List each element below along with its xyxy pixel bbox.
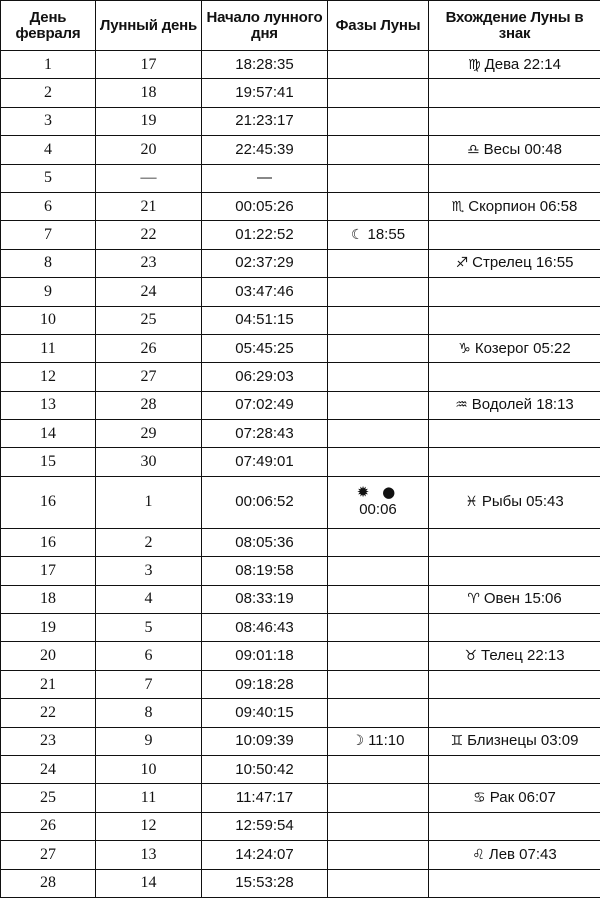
lunar-day-cell: 11 [96, 784, 202, 812]
start-time-cell: 05:45:25 [202, 334, 328, 362]
lunar-day-cell: 28 [96, 391, 202, 419]
day-cell: 5 [1, 164, 96, 192]
lunar-day-cell: 10 [96, 755, 202, 783]
table-row [1, 249, 600, 277]
start-time-cell: 07:49:01 [202, 448, 328, 476]
table-row [1, 79, 600, 107]
sign-entry: Стрелец 16:55 [472, 254, 574, 272]
phase-cell [328, 420, 429, 448]
day-cell: 28 [1, 869, 96, 897]
table-row [1, 727, 600, 755]
aquarius-icon: ♒ [455, 397, 468, 414]
lunar-day-cell: 21 [96, 192, 202, 220]
day-cell: 26 [1, 812, 96, 840]
table-row [1, 448, 600, 476]
day-cell: 12 [1, 363, 96, 391]
sign-entry: Рак 06:07 [489, 789, 556, 807]
table-row [1, 841, 600, 869]
start-time-cell: 21:23:17 [202, 107, 328, 135]
cancer-icon: ♋ [473, 790, 486, 807]
sign-entry: Скорпион 06:58 [468, 197, 578, 215]
start-time-cell: 07:28:43 [202, 420, 328, 448]
capricorn-icon: ♑ [458, 340, 471, 357]
sign-cell [429, 557, 600, 585]
phase-cell [328, 841, 429, 869]
table-row [1, 699, 600, 727]
virgo-icon: ♍ [468, 56, 481, 73]
sign-cell [429, 448, 600, 476]
sign-cell [429, 107, 600, 135]
sign-entry: Водолей 18:13 [471, 396, 574, 414]
phase-cell [328, 306, 429, 334]
phase-time: 11:10 [368, 732, 405, 750]
start-time-cell: 18:28:35 [202, 51, 328, 79]
lunar-day-cell: 26 [96, 334, 202, 362]
phase-cell [328, 557, 429, 585]
lunar-day-cell: 19 [96, 107, 202, 135]
day-cell: 13 [1, 391, 96, 419]
table-row [1, 869, 600, 897]
day-cell: 27 [1, 841, 96, 869]
sign-cell [429, 476, 600, 528]
table-row [1, 221, 600, 249]
table-row [1, 557, 600, 585]
sign-cell [429, 841, 600, 869]
sign-cell [429, 221, 600, 249]
start-time-cell: 06:29:03 [202, 363, 328, 391]
phase-cell [328, 812, 429, 840]
lunar-day-cell: 6 [96, 642, 202, 670]
day-cell: 22 [1, 699, 96, 727]
phase-cell [328, 107, 429, 135]
sign-cell [429, 391, 600, 419]
start-time-cell: 10:09:39 [202, 727, 328, 755]
table-row [1, 164, 600, 192]
phase-cell [328, 585, 429, 613]
table-row [1, 363, 600, 391]
sign-cell [429, 812, 600, 840]
day-cell: 16 [1, 476, 96, 528]
day-cell: 6 [1, 192, 96, 220]
sign-entry: Телец 22:13 [481, 647, 565, 665]
table-row [1, 334, 600, 362]
phase-time: 18:55 [367, 226, 406, 244]
start-time-cell: 00:06:52 [202, 476, 328, 528]
sign-cell [429, 51, 600, 79]
table-row [1, 784, 600, 812]
lunar-day-cell: 7 [96, 670, 202, 698]
day-cell: 17 [1, 557, 96, 585]
sign-cell [429, 306, 600, 334]
table-row [1, 192, 600, 220]
day-cell: 9 [1, 278, 96, 306]
header-start: Начало лунного дня [202, 1, 328, 51]
table-row [1, 51, 600, 79]
sign-cell [429, 363, 600, 391]
table-row [1, 306, 600, 334]
lunar-day-cell: 27 [96, 363, 202, 391]
start-time-cell: 11:47:17 [202, 784, 328, 812]
lunar-day-cell: 9 [96, 727, 202, 755]
table-row [1, 136, 600, 164]
lunar-day-cell: 25 [96, 306, 202, 334]
lunar-day-cell: 30 [96, 448, 202, 476]
phase-cell [328, 755, 429, 783]
day-cell: 19 [1, 614, 96, 642]
lunar-day-cell: — [96, 164, 202, 192]
lunar-day-cell: 1 [96, 476, 202, 528]
lunar-day-cell: 14 [96, 869, 202, 897]
lunar-day-cell: 29 [96, 420, 202, 448]
lunar-day-cell: 17 [96, 51, 202, 79]
sign-cell [429, 755, 600, 783]
table-row [1, 755, 600, 783]
day-cell: 24 [1, 755, 96, 783]
phase-cell [328, 699, 429, 727]
phase-cell [328, 363, 429, 391]
sign-entry: Весы 00:48 [483, 140, 562, 158]
table-row [1, 107, 600, 135]
sign-cell [429, 727, 600, 755]
start-time-cell: 15:53:28 [202, 869, 328, 897]
start-time-cell: 03:47:46 [202, 278, 328, 306]
sign-cell [429, 585, 600, 613]
sign-cell [429, 192, 600, 220]
phase-cell [328, 136, 429, 164]
header-lunar-day: Лунный день [96, 1, 202, 51]
lunar-day-cell: 4 [96, 585, 202, 613]
phase-cell [328, 249, 429, 277]
start-time-cell: 14:24:07 [202, 841, 328, 869]
lunar-day-cell: 12 [96, 812, 202, 840]
phase-time: 00:06 [359, 500, 397, 518]
start-time-cell: 22:45:39 [202, 136, 328, 164]
sign-cell [429, 784, 600, 812]
phase-cell [328, 476, 429, 528]
table-row [1, 420, 600, 448]
sign-entry: Рыбы 05:43 [481, 493, 564, 511]
start-time-cell: 07:02:49 [202, 391, 328, 419]
phase-cell [328, 614, 429, 642]
phase-cell [328, 164, 429, 192]
sign-cell [429, 249, 600, 277]
sign-cell [429, 164, 600, 192]
table-row [1, 670, 600, 698]
header-day: День февраля [1, 1, 96, 51]
lunar-day-cell: 24 [96, 278, 202, 306]
start-time-cell: 09:40:15 [202, 699, 328, 727]
phase-cell [328, 448, 429, 476]
sign-cell [429, 670, 600, 698]
start-time-cell: 09:01:18 [202, 642, 328, 670]
start-time-cell: 00:05:26 [202, 192, 328, 220]
day-cell: 21 [1, 670, 96, 698]
table-header [1, 1, 600, 51]
day-cell: 3 [1, 107, 96, 135]
phase-cell [328, 278, 429, 306]
first-quarter-moon-icon: ☽ [351, 733, 365, 750]
phase-cell [328, 727, 429, 755]
sign-cell [429, 136, 600, 164]
phase-cell [328, 51, 429, 79]
start-time-cell: 02:37:29 [202, 249, 328, 277]
start-time-cell: 10:50:42 [202, 755, 328, 783]
lunar-day-cell: 22 [96, 221, 202, 249]
phase-cell [328, 391, 429, 419]
sign-cell [429, 699, 600, 727]
sign-cell [429, 79, 600, 107]
day-cell: 25 [1, 784, 96, 812]
sign-cell [429, 642, 600, 670]
day-cell: 11 [1, 334, 96, 362]
start-time-cell: 12:59:54 [202, 812, 328, 840]
table-row [1, 614, 600, 642]
table-row [1, 391, 600, 419]
sagittarius-icon: ♐ [455, 255, 469, 272]
scorpio-icon: ♏ [451, 198, 465, 215]
leo-icon: ♌ [472, 846, 485, 863]
lunar-day-cell: 8 [96, 699, 202, 727]
day-cell: 14 [1, 420, 96, 448]
phase-cell [328, 79, 429, 107]
day-cell: 1 [1, 51, 96, 79]
day-cell: 2 [1, 79, 96, 107]
day-cell: 15 [1, 448, 96, 476]
lunar-day-cell: 23 [96, 249, 202, 277]
phase-cell [328, 334, 429, 362]
start-time-cell: 08:33:19 [202, 585, 328, 613]
table-row [1, 642, 600, 670]
day-cell: 18 [1, 585, 96, 613]
start-time-cell: — [202, 164, 328, 192]
sign-entry: Лев 07:43 [488, 845, 557, 863]
lunar-day-cell: 5 [96, 614, 202, 642]
sign-entry: Близнецы 03:09 [467, 732, 579, 750]
header-row [1, 1, 600, 51]
table-row [1, 278, 600, 306]
phase-cell [328, 528, 429, 556]
start-time-cell: 08:19:58 [202, 557, 328, 585]
phase-cell [328, 642, 429, 670]
sign-cell [429, 614, 600, 642]
pisces-icon: ♓ [465, 494, 478, 511]
header-phase: Фазы Луны [328, 1, 429, 51]
phase-cell [328, 221, 429, 249]
day-cell: 8 [1, 249, 96, 277]
phase-cell [328, 784, 429, 812]
aries-icon: ♈ [467, 591, 480, 608]
table-body [1, 51, 600, 898]
day-cell: 10 [1, 306, 96, 334]
libra-icon: ♎ [467, 141, 480, 158]
day-cell: 16 [1, 528, 96, 556]
day-cell: 4 [1, 136, 96, 164]
sign-cell [429, 528, 600, 556]
sign-entry: Овен 15:06 [483, 590, 562, 608]
day-cell: 7 [1, 221, 96, 249]
header-sign: Вхождение Луны в знак [429, 1, 600, 51]
start-time-cell: 08:46:43 [202, 614, 328, 642]
lunar-day-cell: 2 [96, 528, 202, 556]
eclipse-new-moon-icon: ✹ ● [356, 482, 400, 501]
start-time-cell: 19:57:41 [202, 79, 328, 107]
sign-cell [429, 420, 600, 448]
lunar-day-cell: 3 [96, 557, 202, 585]
gemini-icon: ♊ [450, 733, 464, 750]
sign-cell [429, 869, 600, 897]
table-row [1, 585, 600, 613]
lunar-day-cell: 20 [96, 136, 202, 164]
table-row [1, 812, 600, 840]
lunar-day-cell: 18 [96, 79, 202, 107]
sign-entry: Козерог 05:22 [474, 339, 571, 357]
sign-entry: Дева 22:14 [484, 55, 561, 73]
taurus-icon: ♉ [464, 648, 477, 665]
last-quarter-moon-icon: ☾ [350, 227, 364, 244]
lunar-day-cell: 13 [96, 841, 202, 869]
day-cell: 23 [1, 727, 96, 755]
table-row [1, 476, 600, 528]
sign-cell [429, 334, 600, 362]
table-row [1, 528, 600, 556]
phase-cell [328, 869, 429, 897]
day-cell: 20 [1, 642, 96, 670]
start-time-cell: 04:51:15 [202, 306, 328, 334]
phase-cell [328, 192, 429, 220]
start-time-cell: 08:05:36 [202, 528, 328, 556]
phase-cell [328, 670, 429, 698]
start-time-cell: 09:18:28 [202, 670, 328, 698]
start-time-cell: 01:22:52 [202, 221, 328, 249]
sign-cell [429, 278, 600, 306]
